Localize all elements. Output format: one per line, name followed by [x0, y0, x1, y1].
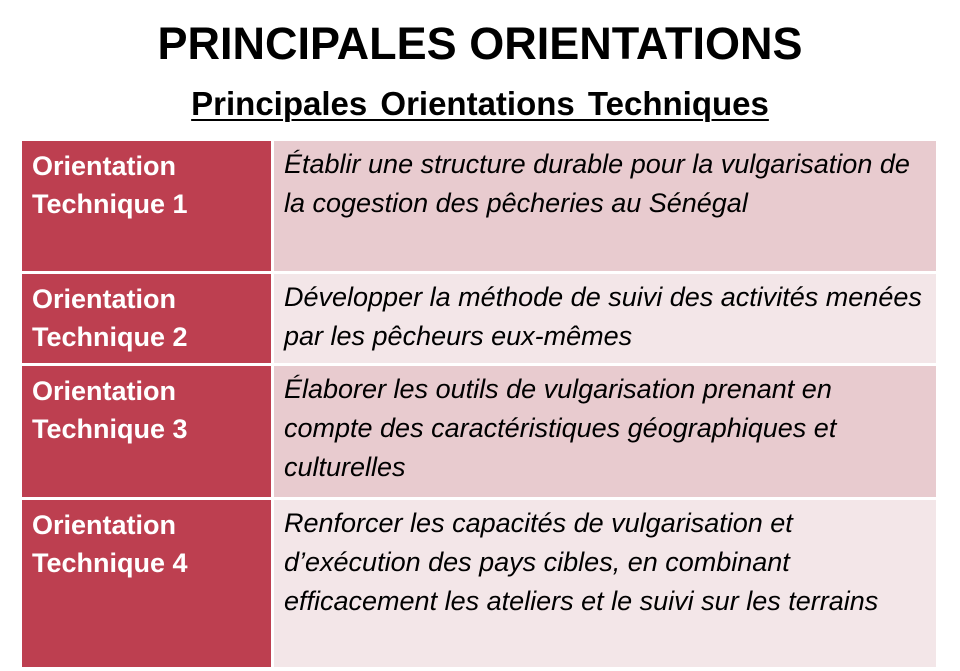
row-label-line2: Technique 3 — [32, 414, 188, 444]
row-description: Renforcer les capacités de vulgarisation et d’exécution des pays cibles, en combinant efficacement les ateliers et le suivi sur les terrains — [274, 500, 936, 667]
row-description: Établir une structure durable pour la vulgarisation de la cogestion des pêcheries au Sénégal — [274, 141, 936, 271]
table-row — [22, 274, 936, 366]
subtitle-text: Principales Orientations Techniques — [191, 85, 769, 122]
row-label-line1: Orientation — [32, 151, 177, 181]
row-label-line1: Orientation — [32, 376, 177, 406]
row-label — [22, 141, 274, 271]
page-subtitle — [0, 82, 960, 126]
row-label — [22, 366, 274, 497]
row-label — [22, 274, 274, 363]
table-row — [22, 366, 936, 500]
row-label-line1: Orientation — [32, 284, 177, 314]
row-label-line2: Technique 1 — [32, 189, 188, 219]
table-row — [22, 141, 936, 274]
row-description: Élaborer les outils de vulgarisation prenant en compte des caractéristiques géographiques et culturelles — [274, 366, 936, 497]
table-row — [22, 500, 936, 667]
orientations-table — [22, 141, 936, 667]
row-label-line2: Technique 4 — [32, 548, 188, 578]
row-label — [22, 500, 274, 667]
row-label-line1: Orientation — [32, 510, 177, 540]
row-description: Développer la méthode de suivi des activités menées par les pêcheurs eux-mêmes — [274, 274, 936, 363]
page-title: PRINCIPALES ORIENTATIONS — [157, 18, 803, 69]
row-label-line2: Technique 2 — [32, 322, 188, 352]
